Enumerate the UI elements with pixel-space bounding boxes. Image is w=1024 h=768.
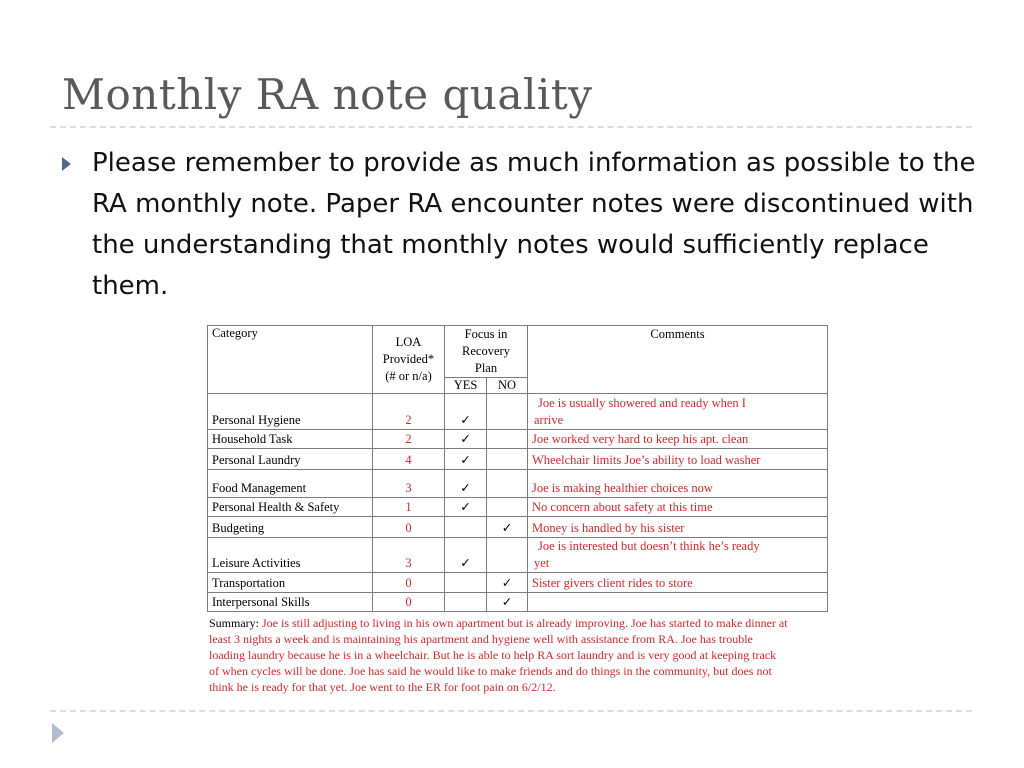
row-no-check <box>487 538 528 573</box>
footer-divider <box>50 710 972 712</box>
row-no-check <box>487 430 528 449</box>
row-category: Household Task <box>208 430 373 449</box>
table-row <box>208 538 828 573</box>
row-no-check <box>487 394 528 430</box>
row-loa: 2 <box>373 430 445 449</box>
summary-text: Joe is still adjusting to living in his own apartment but is already improving. Joe has started to make dinner at least 3 nights a week and is maintaining his apartment and hygiene well with assistance from RA. Joe has trouble loading laundry because he is in a wheelchair. But he is able to help RA sort laundry and is very good at keeping track of when cycles will be done. Joe has said he would like to make friends and do things in the community, but does not think he is ready for that yet. Joe went to the ER for foot pain on 6/2/12. <box>209 616 788 694</box>
row-yes-check: ✓ <box>445 538 487 573</box>
row-yes-check: ✓ <box>445 449 487 470</box>
row-yes-check <box>445 593 487 612</box>
row-comment: Joe is making healthier choices now <box>528 470 828 498</box>
ra-note-table <box>207 325 828 612</box>
row-loa: 3 <box>373 470 445 498</box>
row-loa: 0 <box>373 573 445 593</box>
table-row <box>208 498 828 517</box>
row-comment: No concern about safety at this time <box>528 498 828 517</box>
row-comment <box>528 394 828 430</box>
row-category: Personal Health & Safety <box>208 498 373 517</box>
row-comment: Money is handled by his sister <box>528 517 828 538</box>
footer-triangle-icon <box>52 723 64 743</box>
header-focus <box>445 326 528 378</box>
title-divider <box>50 126 972 128</box>
row-yes-check <box>445 573 487 593</box>
row-comment-line: Joe is usually showered and ready when I <box>538 396 746 410</box>
slide-title: Monthly RA note quality <box>62 70 593 119</box>
table-row <box>208 593 828 612</box>
header-loa-line: LOA <box>395 335 422 349</box>
row-comment: Joe worked very hard to keep his apt. clean <box>528 430 828 449</box>
row-loa: 4 <box>373 449 445 470</box>
header-category: Category <box>208 326 373 394</box>
header-focus-line: Focus in <box>464 327 508 341</box>
row-comment: Sister givers client rides to store <box>528 573 828 593</box>
header-yes: YES <box>445 378 487 394</box>
header-loa <box>373 326 445 394</box>
header-loa-line: Provided* <box>382 352 435 366</box>
row-no-check: ✓ <box>487 517 528 538</box>
table-row <box>208 517 828 538</box>
row-no-check: ✓ <box>487 593 528 612</box>
summary-label: Summary: <box>209 616 259 630</box>
header-focus-line: Recovery <box>462 344 510 358</box>
row-no-check <box>487 470 528 498</box>
header-focus-line: Plan <box>474 361 498 375</box>
row-category: Personal Hygiene <box>208 394 373 430</box>
row-yes-check: ✓ <box>445 498 487 517</box>
row-comment: Wheelchair limits Joe’s ability to load washer <box>528 449 828 470</box>
bullet-text: Please remember to provide as much information as possible to the RA monthly note. Paper RA encounter notes were discontinued with the understanding that monthly notes would sufficiently replace them. <box>92 148 976 301</box>
row-loa: 1 <box>373 498 445 517</box>
row-category: Transportation <box>208 573 373 593</box>
row-no-check <box>487 498 528 517</box>
row-comment <box>528 593 828 612</box>
header-loa-line: (# or n/a) <box>385 369 432 383</box>
row-category: Personal Laundry <box>208 449 373 470</box>
row-yes-check <box>445 517 487 538</box>
row-no-check <box>487 449 528 470</box>
row-loa: 0 <box>373 517 445 538</box>
row-yes-check: ✓ <box>445 430 487 449</box>
row-loa: 3 <box>373 538 445 573</box>
table-row <box>208 430 828 449</box>
triangle-bullet-icon <box>62 157 71 171</box>
row-loa: 2 <box>373 394 445 430</box>
row-category: Food Management <box>208 470 373 498</box>
row-comment-line: yet <box>534 556 550 570</box>
row-comment-line: arrive <box>534 413 564 427</box>
header-no: NO <box>487 378 528 394</box>
table-row <box>208 394 828 430</box>
row-category: Budgeting <box>208 517 373 538</box>
row-comment-line: Joe is interested but doesn’t think he’s ready <box>538 539 760 553</box>
table-row <box>208 449 828 470</box>
table-row <box>208 470 828 498</box>
table-row <box>208 573 828 593</box>
row-comment <box>528 538 828 573</box>
row-no-check: ✓ <box>487 573 528 593</box>
row-yes-check: ✓ <box>445 394 487 430</box>
ra-note-form-image <box>207 325 829 695</box>
table-header-row <box>208 326 828 378</box>
header-comments: Comments <box>528 326 828 394</box>
row-category: Leisure Activities <box>208 538 373 573</box>
row-category: Interpersonal Skills <box>208 593 373 612</box>
row-loa: 0 <box>373 593 445 612</box>
row-yes-check: ✓ <box>445 470 487 498</box>
summary-paragraph <box>207 615 789 695</box>
